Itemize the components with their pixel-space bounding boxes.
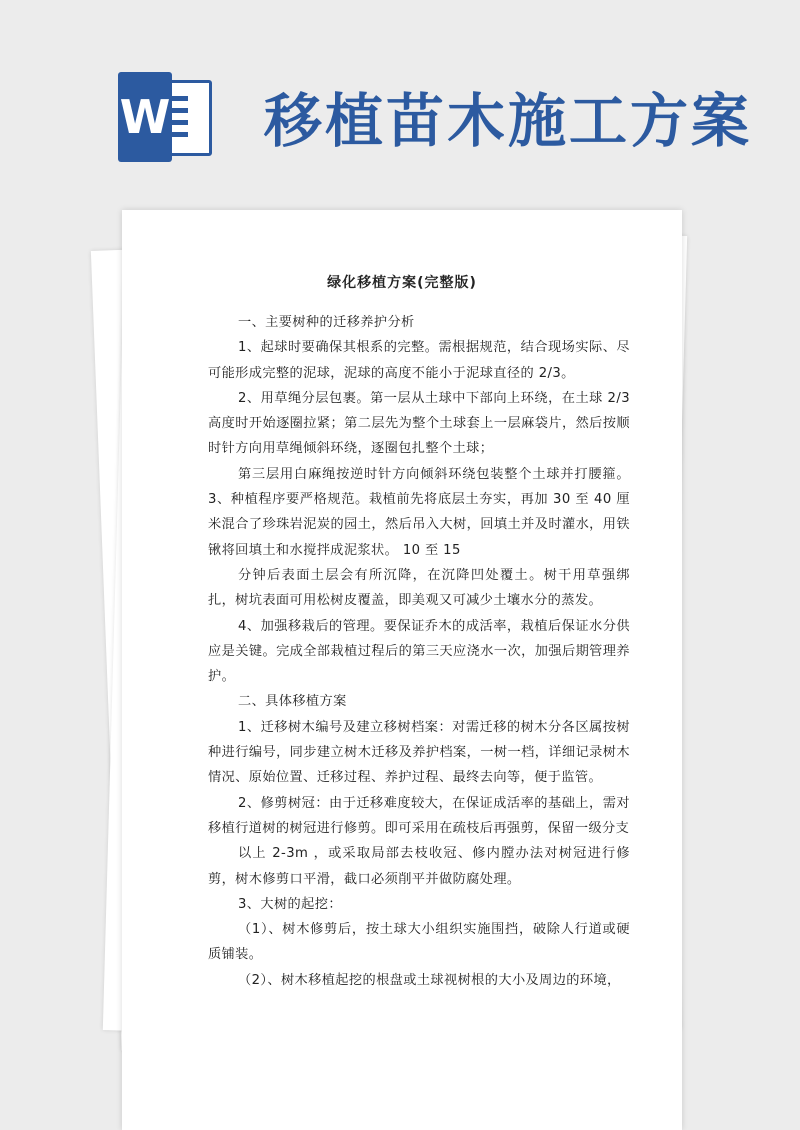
paragraph: 4、加强移栽后的管理。要保证乔木的成活率，栽植后保证水分供应是关键。完成全部栽植过程后的第三天应浇水一次，加强后期管理养护。 [208,618,630,685]
paragraph: 3、大树的起挖： [238,896,342,912]
word-icon-letter: W [118,72,172,162]
document-title: 绿化移植方案(完整版) [327,275,477,291]
paragraph: （2）、树木移植起挖的根盘或土球视树根的大小及周边的环境， [238,972,621,988]
banner-title: 移植苗木施工方案 [264,87,753,155]
paragraph: 2、修剪树冠：由于迁移难度较大，在保证成活率的基础上，需对移植行道树的树冠进行修剪。即可采用在疏枝后再强剪，保留一级分支 [208,795,630,836]
section-heading: 一、主要树种的迁移养护分析 [238,315,415,330]
section-heading: 二、具体移植方案 [238,694,347,710]
paragraph: 分钟后表面土层会有所沉降，在沉降凹处覆土。树干用草强绑扎，树坑表面可用松树皮覆盖，即美观又可减少土壤水分的蒸发。 [208,567,630,609]
word-document-icon [118,72,216,162]
paragraph: 1、迁移树木编号及建立移树档案：对需迁移的树木分各区属按树种进行编号，同步建立树木迁移及养护档案，一树一档，详细记录树木情况、原始位置、迁移过程、养护过程、最终去向等，便于监管。 [208,719,630,786]
header-banner [0,0,800,200]
paragraph: 2、用草绳分层包裹。第一层从土球中下部向上环绕，在土球 2/3 高度时开始逐圈拉紧；第二层先为整个土球套上一层麻袋片，然后按顺时针方向用草绳倾斜环绕，逐圈包扎整个土球； [208,390,630,457]
paragraph: 第三层用白麻绳按逆时针方向倾斜环绕包装整个土球并打腰箍。 3、种植程序要严格规范。栽植前先将底层土夯实，再加 30 至 40 厘米混合了珍珠岩泥炭的园土，然后吊入大树，回填土并及时灌水，用铁锹将回填土和水搅拌成泥浆状。 10 至 15 [208,466,630,558]
document-page [122,210,682,1130]
paragraph: （1）、树木修剪后，按土球大小组织实施围挡，破除人行道或硬质铺装。 [208,922,630,963]
paragraph: 以上 2-3m ，或采取局部去枝收冠、修内膛办法对树冠进行修剪，树木修剪口平滑，截口必须削平并做防腐处理。 [208,846,630,887]
paragraph: 1、起球时要确保其根系的完整。需根据规范，结合现场实际、尽可能形成完整的泥球，泥球的高度不能小于泥球直径的 2/3。 [208,340,630,381]
